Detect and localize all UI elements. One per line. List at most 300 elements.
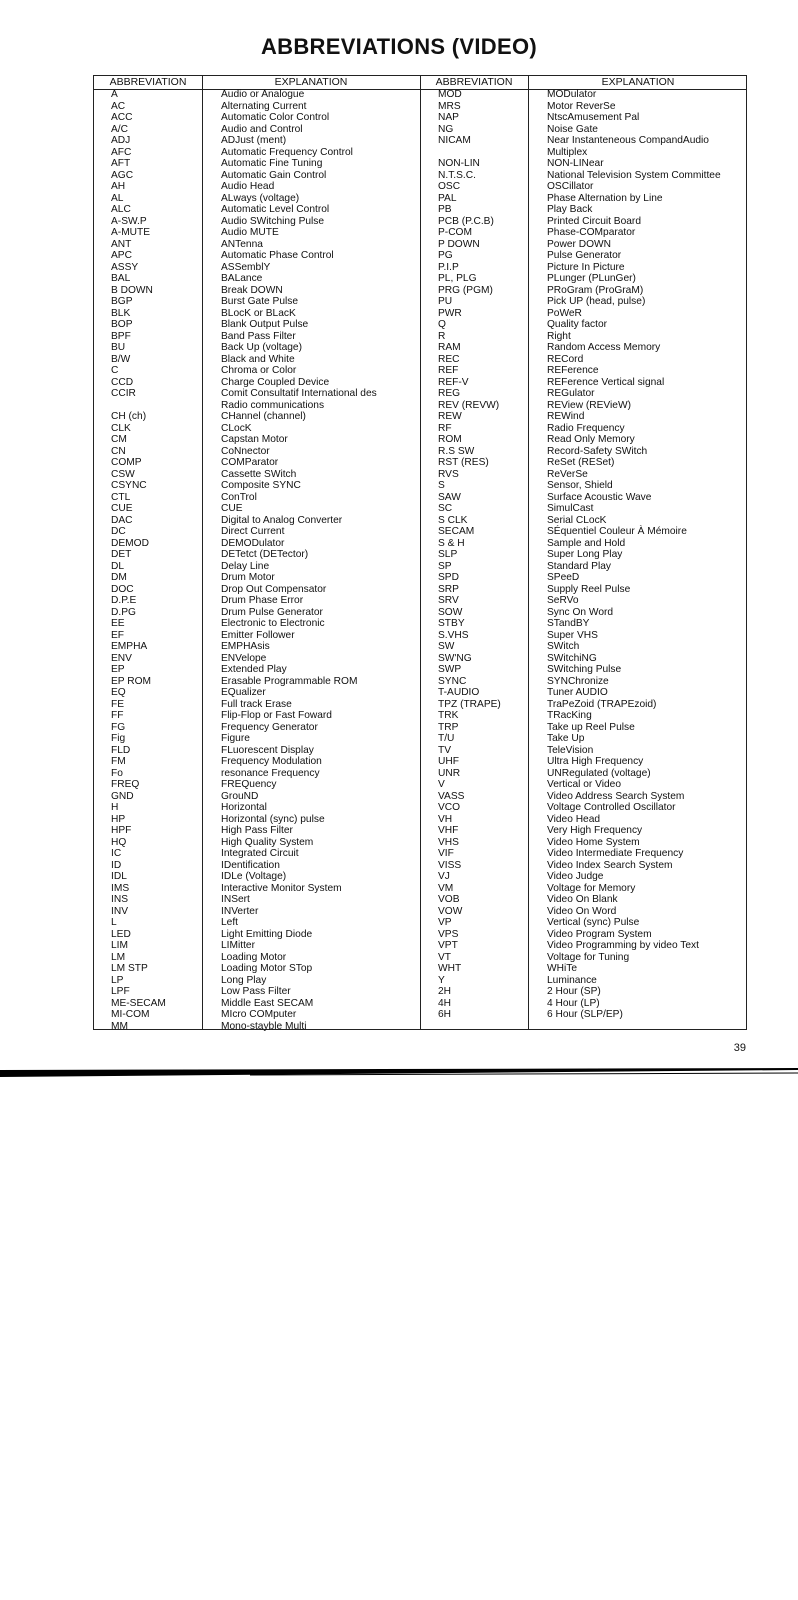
abbreviation-cell: SAW: [438, 491, 461, 503]
explanation-cell: Break DOWN: [221, 284, 283, 296]
explanation-cell: Drop Out Compensator: [221, 583, 327, 595]
abbreviation-cell: BLK: [111, 307, 131, 319]
explanation-cell: SWitchiNG: [547, 652, 597, 664]
explanation-cell: Figure: [221, 733, 250, 744]
explanation-cell: Pulse Generator: [547, 250, 622, 261]
abbreviation-cell: DAC: [111, 514, 133, 526]
explanation-cell: Horizontal: [221, 802, 267, 813]
abbreviation-cell: VASS: [438, 790, 465, 802]
abbreviation-cell: DM: [111, 572, 127, 583]
abbreviation-cell: CCIR: [111, 388, 136, 399]
abbreviation-cell: CM: [111, 434, 127, 445]
abbreviation-cell: TV: [438, 744, 452, 756]
abbreviation-cell: SWP: [438, 664, 462, 675]
explanation-cell: DETetct (DETector): [221, 549, 309, 560]
abbreviation-cell: STBY: [438, 618, 465, 629]
explanation-cell: Middle East SECAM: [221, 997, 314, 1009]
abbreviation-cell: SW'NG: [438, 652, 472, 664]
explanation-cell: Power DOWN: [547, 238, 611, 250]
abbreviation-cell: ASSY: [111, 261, 139, 273]
abbreviation-cell: HP: [111, 813, 126, 825]
abbreviation-cell: EMPHA: [111, 641, 148, 652]
explanation-cell: EQualizer: [221, 687, 266, 698]
explanation-cell: FLuorescent Display: [221, 744, 314, 756]
explanation-cell: Serial CLocK: [547, 514, 607, 526]
abbreviation-cell: P.I.P: [438, 261, 459, 273]
explanation-cell: UNRegulated (voltage): [547, 767, 651, 779]
explanation-cell: CHannel (channel): [221, 411, 306, 422]
explanation-cell: MODulator: [547, 89, 597, 100]
abbreviation-cell: ANT: [111, 238, 132, 250]
explanation-cell: Automatic Gain Control: [221, 169, 327, 181]
explanation-cell: Sample and Hold: [547, 537, 626, 549]
explanation-cell: Audio Head: [221, 181, 275, 192]
abbreviation-cell: D.PG: [111, 606, 136, 618]
abbreviation-cell: WHT: [438, 963, 462, 974]
explanation-cell: INSert: [221, 894, 250, 905]
abbreviation-cell: SRP: [438, 583, 459, 595]
explanation-cell: Audio MUTE: [221, 227, 279, 238]
abbreviation-cell: D.P.E: [111, 595, 137, 606]
abbreviation-cell: R: [438, 330, 446, 342]
explanation-cell: ReVerSe: [547, 468, 588, 480]
explanation-cell: Take Up: [547, 733, 585, 744]
abbreviation-cell: HQ: [111, 836, 127, 848]
abbreviation-cell: REW: [438, 411, 462, 422]
abbreviation-cell: FG: [111, 721, 126, 733]
abbreviation-cell: SECAM: [438, 526, 475, 537]
explanation-cell: MIcro COMputer: [221, 1009, 297, 1020]
explanation-cell: High Quality System: [221, 836, 314, 848]
explanation-cell: Burst Gate Pulse: [221, 296, 299, 307]
explanation-cell: Pick UP (head, pulse): [547, 296, 646, 307]
abbreviation-cell: B DOWN: [111, 284, 153, 296]
abbreviation-cell: REF: [438, 365, 459, 376]
explanation-cell: Video Address Search System: [547, 790, 685, 802]
explanation-cell: Blank Output Pulse: [221, 319, 309, 330]
explanation-cell: Play Back: [547, 204, 593, 215]
abbreviation-cell: PWR: [438, 307, 462, 319]
abbreviation-cell: B/W: [111, 353, 131, 365]
abbreviation-cell: DET: [111, 549, 132, 560]
abbreviation-cell: DL: [111, 560, 125, 572]
explanation-cell: BALance: [221, 273, 263, 284]
explanation-cell: Sync On Word: [547, 606, 614, 618]
abbreviation-cell: C: [111, 365, 119, 376]
explanation-cell: Loading Motor: [221, 951, 287, 963]
explanation-cell: INVerter: [221, 905, 259, 917]
explanation-cell: EMPHAsis: [221, 641, 270, 652]
abbreviation-cell: AFC: [111, 146, 132, 158]
explanation-cell: ADJust (ment): [221, 135, 287, 146]
explanation-cell: Motor ReverSe: [547, 100, 616, 112]
abbreviation-cell: L: [111, 917, 117, 928]
explanation-cell: Automatic Phase Control: [221, 250, 334, 261]
explanation-cell: Video Program System: [547, 928, 652, 940]
abbreviation-cell: PAL: [438, 192, 457, 204]
abbreviation-cell: CSW: [111, 468, 135, 480]
abbreviation-cell: PRG (PGM): [438, 284, 493, 296]
explanation-cell: FREQuency: [221, 779, 277, 790]
explanation-cell: Composite SYNC: [221, 480, 301, 491]
abbreviation-cell: INV: [111, 905, 128, 917]
abbreviation-cell: VOW: [438, 905, 463, 917]
abbreviation-cell: HPF: [111, 825, 132, 836]
abbreviation-cell: CH (ch): [111, 411, 147, 422]
header-explanation-right: EXPLANATION: [601, 76, 675, 88]
header-explanation-left: EXPLANATION: [274, 76, 348, 88]
abbreviation-cell: IC: [111, 848, 122, 859]
abbreviation-cell: AGC: [111, 169, 134, 181]
abbreviation-cell: IMS: [111, 882, 130, 894]
abbreviation-cell: EF: [111, 629, 125, 641]
explanation-cell: TRacKing: [547, 710, 592, 721]
explanation-cell: SeRVo: [547, 595, 579, 606]
explanation-cell: Low Pass Filter: [221, 986, 291, 997]
explanation-cell: Loading Motor STop: [221, 963, 313, 974]
abbreviation-cell: T/U: [438, 733, 455, 744]
abbreviation-cell: EE: [111, 618, 125, 629]
abbreviation-cell: LIM: [111, 940, 128, 951]
explanation-cell: GrouND: [221, 790, 259, 802]
abbreviation-cell: RF: [438, 422, 452, 434]
abbreviation-cell: LM STP: [111, 963, 148, 974]
explanation-cell: PRoGram (ProGraM): [547, 284, 644, 296]
abbreviation-cell: APC: [111, 250, 132, 261]
abbreviation-cell: AH: [111, 181, 126, 192]
explanation-cell: Very High Frequency: [547, 825, 643, 836]
abbreviation-cell: FE: [111, 698, 125, 710]
explanation-cell: Integrated Circuit: [221, 848, 299, 859]
explanation-cell: WHiTe: [547, 963, 577, 974]
header-abbreviation-left: ABBREVIATION: [109, 76, 187, 88]
abbreviation-cell: EQ: [111, 687, 126, 698]
explanation-cell: ENVelope: [221, 652, 267, 664]
explanation-cell: Near Instanteneous CompandAudio: [547, 135, 709, 146]
explanation-cell: Left: [221, 917, 238, 928]
abbreviation-cell: MOD: [438, 89, 462, 100]
explanation-cell: SYNChronize: [547, 675, 609, 687]
abbreviation-cell: NICAM: [438, 135, 471, 146]
explanation-cell: REGulator: [547, 388, 595, 399]
explanation-cell: Read Only Memory: [547, 434, 635, 445]
right-explanation-column: [547, 89, 721, 1021]
explanation-cell: Charge Coupled Device: [221, 376, 330, 388]
explanation-cell: 2 Hour (SP): [547, 986, 601, 997]
explanation-cell: Super Long Play: [547, 549, 623, 560]
abbreviation-cell: DOC: [111, 583, 134, 595]
explanation-cell: OSCillator: [547, 181, 594, 192]
explanation-cell: PLunger (PLunGer): [547, 273, 636, 284]
abbreviation-cell: VISS: [438, 859, 462, 871]
explanation-cell: Cassette SWitch: [221, 468, 297, 480]
abbreviation-cell: COMP: [111, 457, 142, 468]
abbreviation-cell: T-AUDIO: [438, 687, 480, 698]
abbreviation-cell: 6H: [438, 1009, 452, 1020]
abbreviation-cell: FLD: [111, 744, 131, 756]
explanation-cell: Automatic Color Control: [221, 112, 330, 123]
abbreviation-cell: VJ: [438, 871, 450, 882]
abbreviations-table: [93, 75, 747, 1030]
abbreviation-cell: P DOWN: [438, 238, 480, 250]
explanation-cell: Drum Pulse Generator: [221, 606, 323, 618]
abbreviation-cell: ID: [111, 859, 122, 871]
abbreviation-cell: BOP: [111, 319, 133, 330]
explanation-cell: ASSemblY: [221, 261, 271, 273]
explanation-cell: LIMitter: [221, 940, 255, 951]
abbreviation-cell: S: [438, 480, 445, 491]
abbreviation-cell: LP: [111, 974, 124, 986]
explanation-cell: Phase-COMparator: [547, 227, 636, 238]
explanation-cell: CUE: [221, 503, 243, 514]
abbreviation-cell: BAL: [111, 273, 131, 284]
explanation-cell: Chroma or Color: [221, 365, 297, 376]
abbreviation-cell: SW: [438, 641, 455, 652]
explanation-cell: TeleVision: [547, 744, 594, 756]
explanation-cell: RECord: [547, 353, 584, 365]
explanation-cell: 6 Hour (SLP/EP): [547, 1009, 623, 1020]
abbreviation-cell: LED: [111, 928, 131, 940]
explanation-cell: PoWeR: [547, 307, 582, 319]
abbreviation-cell: SYNC: [438, 675, 467, 687]
abbreviation-cell: PB: [438, 204, 452, 215]
abbreviation-cell: DC: [111, 526, 126, 537]
abbreviation-cell: GND: [111, 790, 134, 802]
abbreviation-cell: IDL: [111, 871, 127, 882]
explanation-cell: Video Intermediate Frequency: [547, 848, 684, 859]
abbreviation-cell: FREQ: [111, 779, 140, 790]
explanation-cell: BLocK or BLacK: [221, 307, 296, 319]
abbreviation-cell: SC: [438, 503, 453, 514]
explanation-cell: Audio SWitching Pulse: [221, 215, 325, 227]
explanation-cell: Drum Motor: [221, 572, 275, 583]
abbreviation-cell: Fo: [111, 767, 123, 779]
abbreviation-cell: VT: [438, 951, 452, 963]
explanation-cell: Ultra High Frequency: [547, 756, 644, 767]
abbreviation-cell: P-COM: [438, 227, 472, 238]
explanation-cell: Alternating Current: [221, 100, 307, 112]
explanation-cell: Frequency Generator: [221, 721, 318, 733]
explanation-cell: Band Pass Filter: [221, 330, 296, 342]
abbreviation-cell: TRK: [438, 710, 459, 721]
abbreviation-cell: VIF: [438, 848, 454, 859]
abbreviation-cell: V: [438, 779, 445, 790]
abbreviation-cell: REF-V: [438, 376, 469, 388]
abbreviation-cell: UNR: [438, 767, 461, 779]
explanation-cell: Multiplex: [547, 146, 588, 158]
explanation-cell: Long Play: [221, 974, 267, 986]
explanation-cell: Printed Circuit Board: [547, 215, 641, 227]
explanation-cell: Video Judge: [547, 871, 604, 882]
abbreviation-cell: EP ROM: [111, 675, 152, 687]
abbreviation-cell: 4H: [438, 997, 452, 1009]
abbreviation-cell: CSYNC: [111, 480, 147, 491]
abbreviation-cell: VHF: [438, 825, 459, 836]
abbreviation-cell: VM: [438, 882, 454, 894]
explanation-cell: NtscAmusement Pal: [547, 112, 640, 123]
abbreviation-cell: DEMOD: [111, 537, 149, 549]
explanation-cell: Tuner AUDIO: [547, 687, 608, 698]
explanation-cell: NON-LINear: [547, 158, 604, 169]
explanation-cell: Emitter Follower: [221, 629, 295, 641]
abbreviation-cell: MI-COM: [111, 1009, 150, 1020]
explanation-cell: CLocK: [221, 422, 252, 434]
abbreviation-cell: VOB: [438, 894, 460, 905]
abbreviation-cell: FM: [111, 756, 126, 767]
abbreviation-cell: H: [111, 802, 119, 813]
explanation-cell: Audio or Analogue: [221, 89, 305, 100]
abbreviation-cell: MM: [111, 1020, 128, 1032]
abbreviation-cell: NON-LIN: [438, 158, 480, 169]
right-abbreviation-column: [438, 89, 501, 1021]
abbreviation-cell: SRV: [438, 595, 459, 606]
explanation-cell: Back Up (voltage): [221, 342, 302, 353]
abbreviation-cell: A-SW.P: [111, 215, 147, 227]
column-divider: [528, 76, 529, 1029]
explanation-cell: SWitching Pulse: [547, 664, 622, 675]
explanation-cell: ConTrol: [221, 491, 257, 503]
explanation-cell: Video Head: [547, 813, 601, 825]
explanation-cell: Voltage for Memory: [547, 882, 636, 894]
explanation-cell: Supply Reel Pulse: [547, 583, 631, 595]
abbreviation-cell: PG: [438, 250, 453, 261]
explanation-cell: REView (REVieW): [547, 399, 631, 411]
abbreviation-cell: ADJ: [111, 135, 131, 146]
explanation-cell: Record-Safety SWitch: [547, 445, 648, 457]
explanation-cell: Vertical (sync) Pulse: [547, 917, 640, 928]
abbreviation-cell: A: [111, 89, 118, 100]
abbreviation-cell: ENV: [111, 652, 132, 664]
explanation-cell: 4 Hour (LP): [547, 997, 600, 1009]
explanation-cell: Mono-stayble Multi: [221, 1020, 307, 1032]
column-divider: [202, 76, 203, 1029]
abbreviation-cell: AL: [111, 192, 124, 204]
abbreviation-cell: REC: [438, 353, 460, 365]
explanation-cell: Horizontal (sync) pulse: [221, 813, 325, 825]
abbreviation-cell: RAM: [438, 342, 461, 353]
explanation-cell: Extended Play: [221, 664, 287, 675]
abbreviation-cell: OSC: [438, 181, 461, 192]
abbreviation-cell: ME-SECAM: [111, 997, 166, 1009]
explanation-cell: Video Programming by video Text: [547, 940, 699, 951]
abbreviation-cell: BGP: [111, 296, 133, 307]
abbreviation-cell: BPF: [111, 330, 131, 342]
abbreviation-cell: S CLK: [438, 514, 468, 526]
abbreviation-cell: [438, 147, 501, 159]
abbreviation-cell: REG: [438, 388, 461, 399]
abbreviation-cell: TPZ (TRAPE): [438, 698, 501, 710]
left-abbreviation-column: [111, 89, 166, 1032]
abbreviation-cell: R.S SW: [438, 445, 475, 457]
explanation-cell: ALways (voltage): [221, 192, 300, 204]
explanation-cell: Full track Erase: [221, 698, 292, 710]
abbreviation-cell: RST (RES): [438, 457, 489, 468]
bottom-rule: [0, 1066, 798, 1080]
explanation-cell: Standard Play: [547, 560, 611, 572]
explanation-cell: Digital to Analog Converter: [221, 514, 343, 526]
abbreviation-cell: EP: [111, 664, 125, 675]
explanation-cell: REWind: [547, 411, 585, 422]
abbreviation-cell: VPS: [438, 928, 459, 940]
page-title: ABBREVIATIONS (VIDEO): [260, 34, 537, 59]
abbreviation-cell: TRP: [438, 721, 459, 733]
explanation-cell: Erasable Programmable ROM: [221, 675, 358, 687]
explanation-cell: SimulCast: [547, 503, 594, 514]
abbreviation-cell: ROM: [438, 434, 462, 445]
explanation-cell: ANTenna: [221, 238, 263, 250]
abbreviation-cell: S.VHS: [438, 629, 469, 641]
explanation-cell: Automatic Frequency Control: [221, 146, 353, 158]
abbreviation-cell: RVS: [438, 468, 459, 480]
explanation-cell: Noise Gate: [547, 123, 598, 135]
abbreviation-cell: NAP: [438, 112, 459, 123]
explanation-cell: Voltage Controlled Oscillator: [547, 802, 676, 813]
explanation-cell: Right: [547, 330, 571, 342]
explanation-cell: Automatic Level Control: [221, 204, 330, 215]
explanation-cell: Video Index Search System: [547, 859, 673, 871]
abbreviation-cell: S & H: [438, 537, 465, 549]
explanation-cell: COMParator: [221, 457, 279, 468]
abbreviation-cell: Y: [438, 974, 445, 986]
abbreviation-cell: SP: [438, 560, 452, 572]
explanation-cell: Quality factor: [547, 319, 608, 330]
abbreviation-cell: SOW: [438, 606, 463, 618]
explanation-cell: Surface Acoustic Wave: [547, 491, 652, 503]
abbreviation-cell: LPF: [111, 986, 130, 997]
abbreviation-cell: BU: [111, 342, 126, 353]
explanation-cell: Sensor, Shield: [547, 480, 613, 491]
explanation-cell: Radio Frequency: [547, 422, 625, 434]
abbreviation-cell: FF: [111, 710, 124, 721]
explanation-cell: TraPeZoid (TRAPEzoid): [547, 698, 657, 710]
explanation-cell: DEMODulator: [221, 537, 285, 549]
abbreviation-cell: INS: [111, 894, 128, 905]
abbreviation-cell: VPT: [438, 940, 458, 951]
header-abbreviation-right: ABBREVIATION: [435, 76, 513, 88]
explanation-cell: Luminance: [547, 974, 597, 986]
page-number: 39: [733, 1042, 746, 1054]
explanation-cell: Comit Consultatif International des: [221, 388, 377, 399]
abbreviation-cell: VHS: [438, 836, 459, 848]
explanation-cell: High Pass Filter: [221, 825, 293, 836]
abbreviation-cell: MRS: [438, 100, 461, 112]
explanation-cell: Video On Blank: [547, 894, 618, 905]
explanation-cell: SÉquentiel Couleur À Mémoire: [547, 526, 687, 537]
explanation-cell: Automatic Fine Tuning: [221, 158, 323, 169]
abbreviation-cell: 2H: [438, 986, 452, 997]
explanation-cell: Black and White: [221, 353, 295, 365]
explanation-cell: Take up Reel Pulse: [547, 721, 635, 733]
abbreviation-cell: PL, PLG: [438, 273, 477, 284]
abbreviation-cell: CTL: [111, 491, 131, 503]
abbreviation-cell: PU: [438, 296, 453, 307]
explanation-cell: Video Home System: [547, 836, 640, 848]
explanation-cell: IDentification: [221, 859, 280, 871]
abbreviation-cell: VH: [438, 813, 453, 825]
abbreviation-cell: Q: [438, 319, 446, 330]
abbreviation-cell: AFT: [111, 158, 131, 169]
abbreviation-cell: CUE: [111, 503, 133, 514]
explanation-cell: Picture In Picture: [547, 261, 625, 273]
explanation-cell: STandBY: [547, 618, 590, 629]
explanation-cell: Super VHS: [547, 629, 598, 641]
explanation-cell: SPeeD: [547, 572, 580, 583]
abbreviation-cell: SLP: [438, 549, 458, 560]
explanation-cell: Vertical or Video: [547, 779, 621, 790]
abbreviation-cell: VCO: [438, 802, 461, 813]
abbreviation-cell: REV (REVW): [438, 399, 500, 411]
explanation-cell: Random Access Memory: [547, 342, 661, 353]
